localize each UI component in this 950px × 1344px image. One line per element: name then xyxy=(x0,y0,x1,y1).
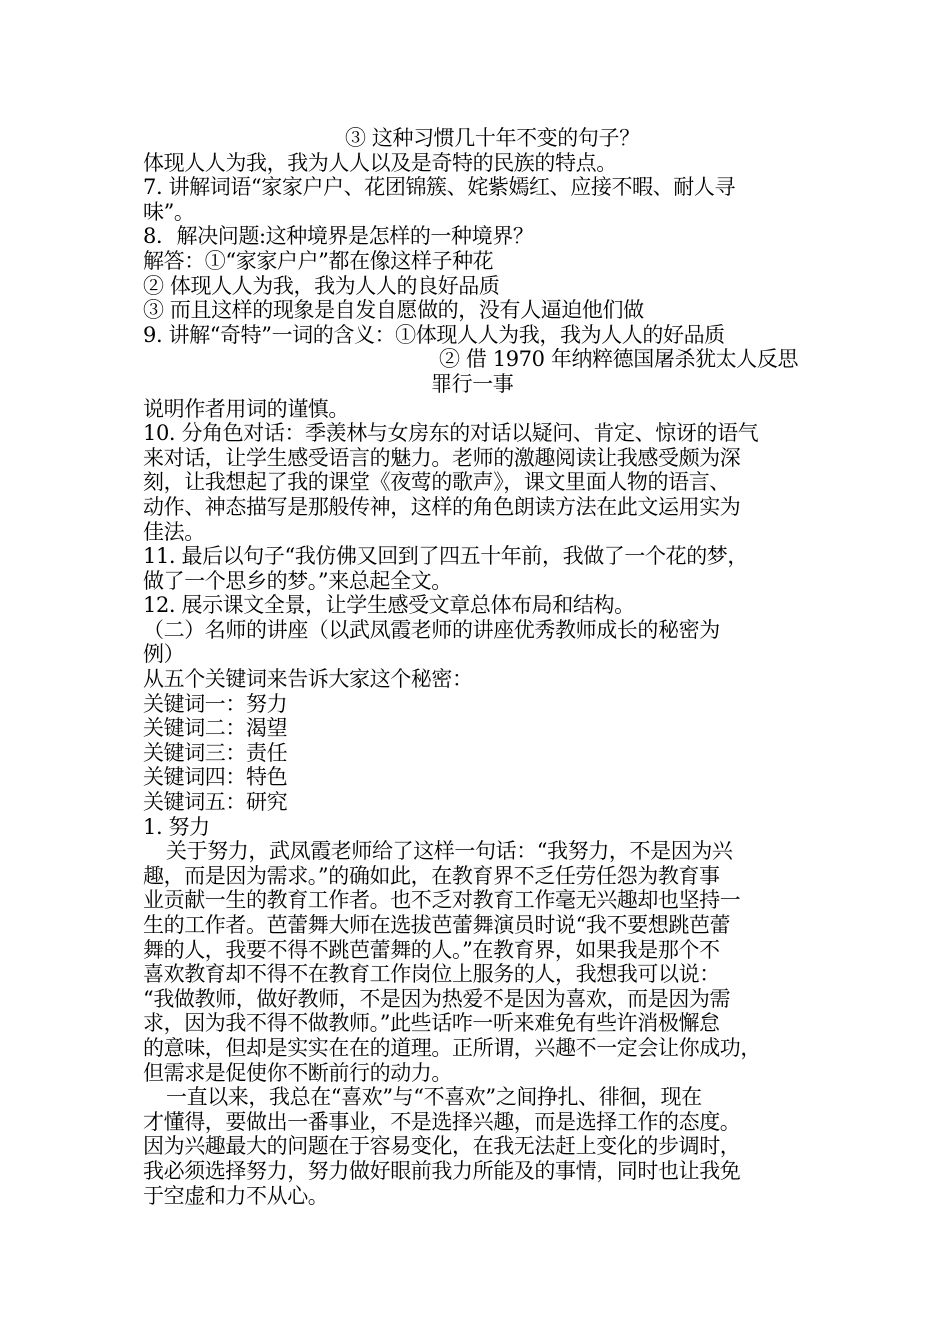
text-line: 业贡献一生的教育工作者。也不乏对教育工作毫无兴趣却也坚持一 xyxy=(143,888,741,913)
text-line: 的意味，但却是实实在在的道理。正所谓，兴趣不一定会让你成功， xyxy=(143,1035,761,1060)
text-line: 9. 讲解“奇特”一词的含义：①体现人人为我，我为人人的好品质 xyxy=(143,322,725,347)
text-line: 从五个关键词来告诉大家这个秘密： xyxy=(143,667,473,692)
text-line: 关键词五：研究 xyxy=(143,790,288,815)
text-line: 关于努力，武凤霞老师给了这样一句话：“我努力，不是因为兴 xyxy=(166,839,733,864)
text-line: 1. 努力 xyxy=(143,814,210,839)
text-line: “我做教师，做好教师，不是因为热爱不是因为喜欢，而是因为需 xyxy=(143,986,731,1011)
text-line: 解答：①“家家户户”都在像这样子种花 xyxy=(143,248,494,273)
document-page xyxy=(143,126,813,1208)
text-line: 但需求是促使你不断前行的动力。 xyxy=(143,1060,452,1085)
text-line: 于空虚和力不从心。 xyxy=(143,1183,329,1208)
text-line: 趣，而是因为需求。”的确如此，在教育界不乏任劳任怨为教育事 xyxy=(143,863,720,888)
text-line: 来对话，让学生感受语言的魅力。老师的激趣阅读让我感受颇为深 xyxy=(143,445,741,470)
text-line: 佳法。 xyxy=(143,519,205,544)
text-line: 做了一个思乡的梦。”来总起全文。 xyxy=(143,568,452,593)
text-line: 12. 展示课文全景，让学生感受文章总体布局和结构。 xyxy=(143,593,635,618)
text-line: 生的工作者。芭蕾舞大师在选拔芭蕾舞演员时说“我不要想跳芭蕾 xyxy=(143,913,731,937)
text-line: 味”。 xyxy=(143,199,195,224)
text-line: 我必须选择努力，努力做好眼前我力所能及的事情，同时也让我免 xyxy=(143,1158,741,1183)
text-line: 体现人人为我，我为人人以及是奇特的民族的特点。 xyxy=(143,150,617,175)
text-line: 关键词二：渴望 xyxy=(143,716,288,741)
text-line: ② 体现人人为我，我为人人的良好品质 xyxy=(143,273,500,298)
text-line: （二）名师的讲座（以武凤霞老师的讲座优秀教师成长的秘密为 xyxy=(143,617,720,642)
text-line: 11. 最后以句子“我仿佛又回到了四五十年前，我做了一个花的梦， xyxy=(143,544,749,569)
text-line: 喜欢教育却不得不在教育工作岗位上服务的人，我想我可以说： xyxy=(143,962,720,987)
text-line: 罪行一事 xyxy=(431,371,514,396)
text-line: 10. 分角色对话：季羡林与女房东的对话以疑问、肯定、惊讶的语气 xyxy=(143,421,759,446)
text-line: 舞的人，我要不得不跳芭蕾舞的人。”在教育界，如果我是那个不 xyxy=(143,937,720,962)
text-line: 8．解决问题:这种境界是怎样的一种境界？ xyxy=(143,224,534,249)
text-line: ③ 这种习惯几十年不变的句子？ xyxy=(345,126,640,150)
text-line: ② 借 1970 年纳粹德国屠杀犹太人反思 xyxy=(439,347,799,372)
text-line: 求，因为我不得不做教师。”此些话咋一听来难免有些许消极懈怠 xyxy=(143,1011,720,1036)
text-line: 动作、神态描写是那般传神，这样的角色朗读方法在此文运用实为 xyxy=(143,494,741,519)
text-line: 刻，让我想起了我的课堂《夜莺的歌声》，课文里面人物的语言、 xyxy=(143,470,730,495)
text-line: 例） xyxy=(143,642,185,667)
text-line: 7. 讲解词语“家家户户、花团锦簇、姹紫嫣红、应接不暇、耐人寻 xyxy=(143,175,736,200)
text-line: ③ 而且这样的现象是自发自愿做的，没有人逼迫他们做 xyxy=(143,298,644,323)
text-line: 一直以来，我总在“喜欢”与“不喜欢”之间挣扎、徘徊，现在 xyxy=(166,1085,702,1110)
text-line: 关键词四：特色 xyxy=(143,765,288,790)
text-line: 说明作者用词的谨慎。 xyxy=(143,396,349,421)
text-line: 关键词三：责任 xyxy=(143,740,288,765)
text-line: 因为兴趣最大的问题在于容易变化，在我无法赶上变化的步调时， xyxy=(143,1134,741,1159)
text-line: 关键词一：努力 xyxy=(143,691,288,716)
text-line: 才懂得，要做出一番事业，不是选择兴趣，而是选择工作的态度。 xyxy=(143,1109,741,1134)
